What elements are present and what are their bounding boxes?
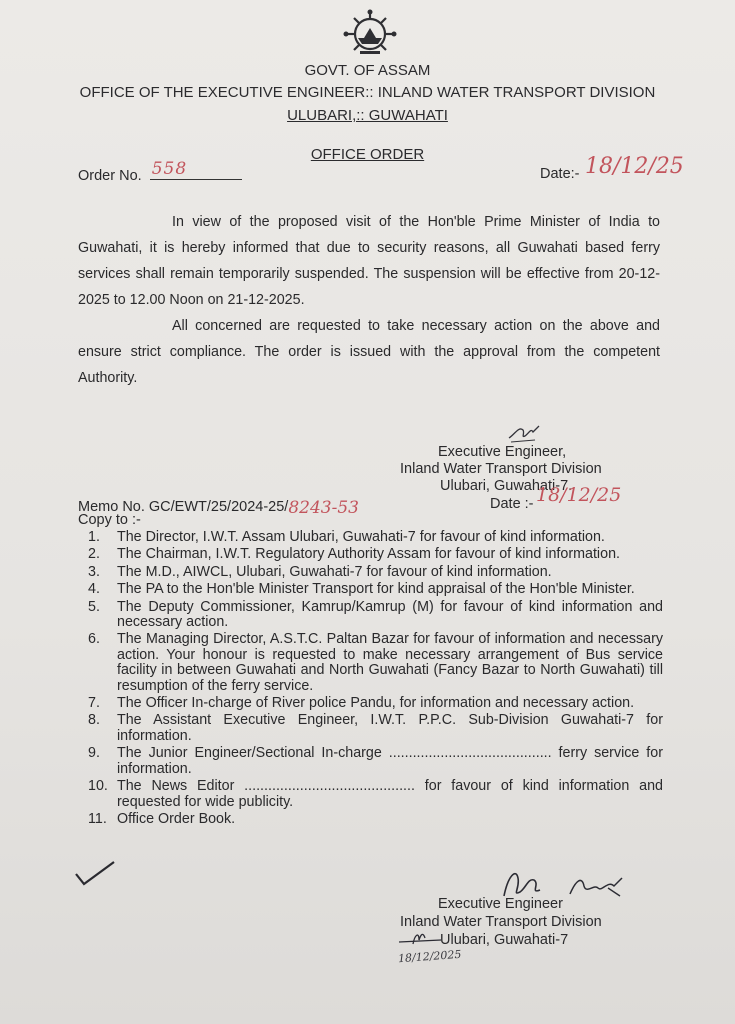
copy-list-text: The Assistant Executive Engineer, I.W.T. P.P.C. Sub-Division Guwahati-7 for information. <box>117 712 663 744</box>
copy-list-item <box>88 600 663 631</box>
copy-list-item <box>88 713 663 744</box>
copy-list-number: 10. <box>88 778 108 795</box>
copy-list-item <box>88 632 663 694</box>
copy-list-item <box>88 530 663 545</box>
location-heading: ULUBARI,:: GUWAHATI <box>287 107 448 124</box>
copy-list-text: Office Order Book. <box>117 810 236 827</box>
copy-to-label: Copy to :- <box>78 512 141 528</box>
copy-list-text: The Officer In-charge of River police Pandu, for information and necessary action. <box>117 695 635 712</box>
order-paragraph-1: In view of the proposed visit of the Hon'ble Prime Minister of India to Guwahati, it is hereby informed that due to security reasons, all Guwahati based ferry services shall remain temporarily suspended. The suspension will be effective from 20-12-2025 to 12.00 Noon on 21-12-2025. <box>78 214 660 308</box>
order-number-label: Order No. <box>78 168 142 184</box>
copy-list-item <box>88 547 663 562</box>
copy-list-text: The Director, I.W.T. Assam Ulubari, Guwahati-7 for favour of kind information. <box>117 529 605 545</box>
copy-list-text: The M.D., AIWCL, Ulubari, Guwahati-7 for favour of kind information. <box>117 563 552 580</box>
order-number <box>78 159 242 184</box>
initials-signature <box>505 420 545 444</box>
copy-list-text: The Junior Engineer/Sectional In-charge ......................................... ferry service for information. <box>117 745 663 777</box>
signature-address-1: Ulubari, Guwahati-7. <box>440 478 573 494</box>
dispatch-date: 18/12/2025 <box>397 947 462 966</box>
copy-list-item <box>88 565 663 580</box>
copy-list-number: 7. <box>88 695 100 712</box>
memo-number-handwritten: 8243-53 <box>288 498 359 518</box>
copy-list-number: 5. <box>88 598 100 615</box>
copy-list-text: The Chairman, I.W.T. Regulatory Authority Assam for favour of kind information. <box>117 546 620 563</box>
memo-date-label: Date :- <box>490 496 534 512</box>
copy-list-text: The Managing Director, A.S.T.C. Paltan Bazar for favour of information and necessary action. Your honour is requested to make necessary arrangement of Bus service facility in between Guwahati and North Guwahati (Fancy Bazar to North Guwahati) till resumption of the ferry service. <box>117 631 663 694</box>
copy-list-number: 1. <box>88 529 100 545</box>
copy-list-text: The News Editor ........................................... for favour of kind information and requested for wide publicity. <box>117 778 663 810</box>
copy-list-number: 8. <box>88 712 100 729</box>
copy-list-text: The PA to the Hon'ble Minister Transport for kind appraisal of the Hon'ble Minister. <box>117 581 635 598</box>
order-date-label: Date:- <box>540 166 580 182</box>
copy-list-number: 9. <box>88 745 100 762</box>
copy-list-item <box>88 746 663 777</box>
government-emblem-icon <box>338 8 402 60</box>
copy-list-number: 3. <box>88 563 100 580</box>
copy-list-text: The Deputy Commissioner, Kamrup/Kamrup (M) for favour of kind information and necessary action. <box>117 598 663 631</box>
copy-list-number: 11. <box>88 810 107 827</box>
copy-list-item <box>88 812 663 827</box>
office-order-title: OFFICE ORDER <box>310 146 425 163</box>
order-paragraph-2: All concerned are requested to take necessary action on the above and ensure strict compliance. The order is issued with the approval from the competent Authority. <box>78 318 660 386</box>
copy-list-item <box>88 779 663 810</box>
copy-list-number: 6. <box>88 631 100 648</box>
dispatch-initials <box>395 928 455 950</box>
memo-date <box>490 484 622 512</box>
signature-division-2: Inland Water Transport Division <box>400 914 602 930</box>
signature-title-1: Executive Engineer, <box>438 444 567 460</box>
order-number-value: 558 <box>151 159 188 179</box>
copy-list-number: 2. <box>88 546 100 563</box>
office-heading: OFFICE OF THE EXECUTIVE ENGINEER:: INLAND WATER TRANSPORT DIVISION <box>79 84 656 101</box>
signature-address-2: Ulubari, Guwahati-7 <box>440 932 569 948</box>
order-date <box>540 154 684 182</box>
copy-list-number: 4. <box>88 581 100 598</box>
signature-division-1: Inland Water Transport Division <box>400 461 602 477</box>
order-number-blank <box>150 159 242 180</box>
memo-number-label: Memo No. GC/EWT/25/2024-25/ <box>78 499 289 515</box>
copy-list-item <box>88 696 663 711</box>
memo-date-value: 18/12/25 <box>536 484 622 506</box>
tick-mark <box>74 860 124 890</box>
signature-title-2: Executive Engineer <box>438 896 563 912</box>
order-date-value: 18/12/25 <box>585 154 684 179</box>
govt-heading: GOVT. OF ASSAM <box>304 62 431 79</box>
copy-list <box>88 530 663 827</box>
copy-list-item <box>88 582 663 597</box>
